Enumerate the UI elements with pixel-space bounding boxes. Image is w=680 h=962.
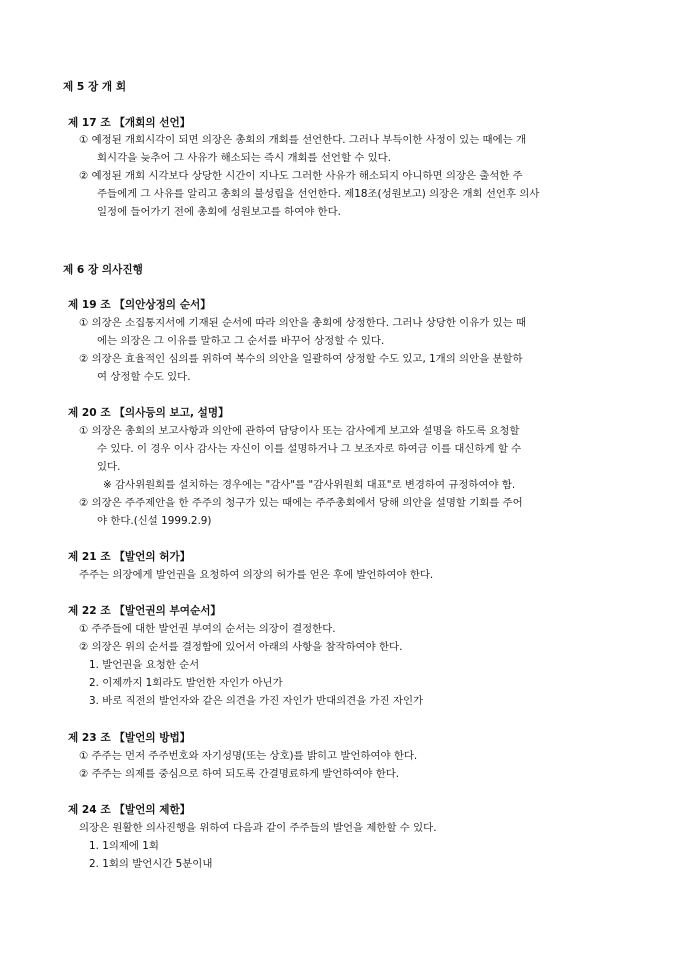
- article-17-para-2-line-1: ② 예정된 개회 시각보다 상당한 시간이 지나도 그러한 사유가 해소되지 아니하면 의장은 출석한 주: [79, 170, 523, 182]
- article-24-body: 의장은 원활한 의사진행을 위하여 다음과 같이 주주들의 발언을 제한할 수 있다.: [79, 822, 437, 834]
- article-20-para-1-line-1: ① 의장은 총회의 보고사항과 의안에 관하여 담당이사 또는 감사에게 보고와 설명을 하도록 요청할: [79, 425, 520, 437]
- article-20-para-2-line-1: ② 의장은 주주제안을 한 주주의 청구가 있는 때에는 주주총회에서 당해 의안을 설명할 기회를 주어: [79, 497, 523, 509]
- article-22-para-1: ① 주주들에 대한 발언권 부여의 순서는 의장이 결정한다.: [79, 623, 336, 635]
- article-21-body: 주주는 의장에게 발언권을 요청하여 의장의 허가를 얻은 후에 발언하여야 한다.: [79, 569, 434, 581]
- article-24-item-2: 2. 1회의 발언시간 5분이내: [89, 858, 213, 870]
- article-23-para-1: ① 주주는 먼저 주주번호와 자기성명(또는 상호)를 밝히고 발언하여야 한다.: [79, 750, 418, 762]
- article-19-heading: 제 19 조 【의안상정의 순서】: [68, 299, 211, 311]
- article-24-heading: 제 24 조 【발언의 제한】: [68, 804, 191, 816]
- article-17-para-1-line-2: 회시각을 늦추어 그 사유가 해소되는 즉시 개회를 선언할 수 있다.: [97, 152, 391, 164]
- article-21-heading: 제 21 조 【발언의 허가】: [68, 551, 191, 563]
- article-20-para-2-line-2: 야 한다.(신설 1999.2.9): [97, 515, 212, 527]
- article-20-note: ※ 감사위원회를 설치하는 경우에는 "감사"를 "감사위원회 대표"로 변경하여 규정하여야 함.: [103, 479, 516, 491]
- article-23-heading: 제 23 조 【발언의 방법】: [68, 732, 191, 744]
- article-19-para-1-line-1: ① 의장은 소집통지서에 기재된 순서에 따라 의안을 총회에 상정한다. 그러나 상당한 이유가 있는 때: [79, 317, 527, 329]
- article-17-para-2-line-2: 주들에게 그 사유를 알리고 총회의 불성립을 선언한다. 제18조(성원보고) 의장은 개회 선언후 의사: [97, 188, 540, 200]
- article-23-para-2: ② 주주는 의제를 중심으로 하여 되도록 간결명료하게 발언하여야 한다.: [79, 768, 400, 780]
- article-22-item-2: 2. 이제까지 1회라도 발언한 자인가 아닌가: [89, 677, 283, 689]
- article-22-item-1: 1. 발언권을 요청한 순서: [89, 659, 200, 671]
- chapter-5-title: 제 5 장 개 회: [63, 81, 127, 93]
- article-17-para-2-line-3: 일정에 들어가기 전에 총회에 성원보고를 하여야 한다.: [97, 206, 341, 218]
- article-24-item-1: 1. 1의제에 1회: [89, 840, 159, 852]
- article-19-para-2-line-1: ② 의장은 효율적인 심의를 위하여 복수의 의안을 일괄하여 상정할 수도 있고, 1개의 의안을 분할하: [79, 353, 523, 365]
- article-17-heading: 제 17 조 【개회의 선언】: [68, 117, 191, 129]
- article-22-item-3: 3. 바로 직전의 발언자와 같은 의견을 가진 자인가 반대의견을 가진 자인가: [89, 695, 424, 707]
- article-22-heading: 제 22 조 【발언권의 부여순서】: [68, 605, 222, 617]
- article-17-para-1-line-1: ① 예정된 개회시각이 되면 의장은 총회의 개회를 선언한다. 그러나 부득이한 사정이 있는 때에는 개: [79, 134, 527, 146]
- article-19-para-2-line-2: 여 상정할 수도 있다.: [97, 371, 191, 383]
- article-19-para-1-line-2: 에는 의장은 그 이유를 말하고 그 순서를 바꾸어 상정할 수 있다.: [97, 335, 385, 347]
- chapter-6-title: 제 6 장 의사진행: [63, 264, 143, 276]
- article-20-heading: 제 20 조 【의사등의 보고, 설명】: [68, 407, 229, 419]
- article-22-para-2: ② 의장은 위의 순서를 결정함에 있어서 아래의 사항을 참작하여야 한다.: [79, 641, 403, 653]
- article-20-para-1-line-3: 있다.: [97, 461, 121, 473]
- article-20-para-1-line-2: 수 있다. 이 경우 이사 감사는 자신이 이를 설명하거나 그 보조자로 하여금 이를 대신하게 할 수: [97, 443, 522, 455]
